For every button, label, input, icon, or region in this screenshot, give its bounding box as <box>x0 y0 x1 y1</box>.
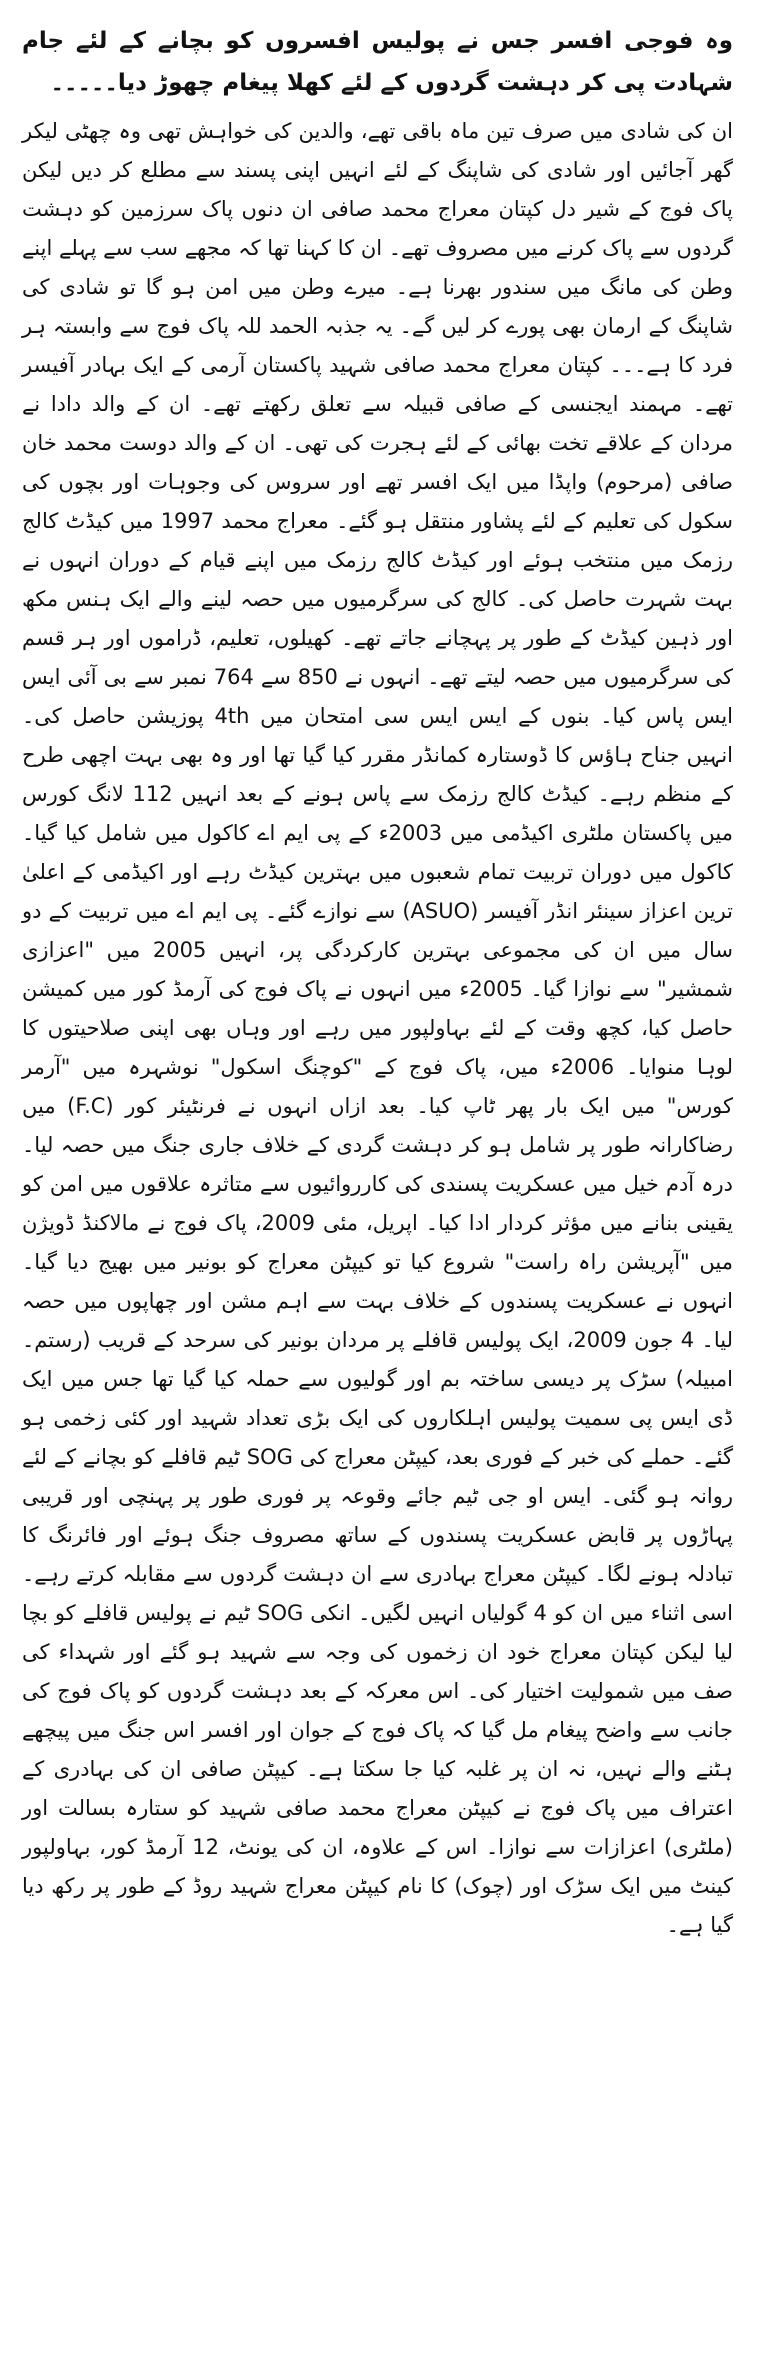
article-headline: وہ فوجی افسر جس نے پولیس افسروں کو بچانے کے لئے جام شہادت پی کر دہشت گردوں کے لئے کھلا پیغام چھوڑ دیا۔۔۔۔۔ <box>22 28 733 96</box>
article-body-text: ان کی شادی میں صرف تین ماہ باقی تھے، والدین کی خواہش تھی وہ چھٹی لیکر گھر آجائیں اور شادی کی شاپنگ کے لئے انہیں اپنی پسند سے مطلع کر دیں لیکن پاک فوج کے شیر دل کپتان معراج محمد صافی ان دنوں پاک سرزمین کو دہشت گردوں سے پاک کرنے میں مصروف تھے۔ ان کا کہنا تھا کہ مجھے سب سے پہلے اپنے وطن کی مانگ میں سندور بھرنا ہے۔ میرے وطن میں امن ہو گا تو شادی کی شاپنگ کے ارمان بھی پورے کر لیں گے۔ یہ جذبہ الحمد للہ پاک فوج سے وابستہ ہر فرد کا ہے۔۔۔ کپتان معراج محمد صافی شہید پاکستان آرمی کے ایک بہادر آفیسر تھے۔ مہمند ایجنسی کے صافی قبیلہ سے تعلق رکھتے تھے۔ ان کے والد دادا نے مردان کے علاقے تخت بھائی کے لئے ہجرت کی تھی۔ ان کے والد دوست محمد خان صافی (مرحوم) واپڈا میں ایک افسر تھے اور سروس کی وجوہات اور بچوں کی سکول کی تعلیم کے لئے پشاور منتقل ہو گئے۔ معراج محمد 1997 میں کیڈٹ کالج رزمک میں منتخب ہوئے اور کیڈٹ کالج رزمک میں اپنے قیام کے دوران انہوں نے بہت شہرت حاصل کی۔ کالج کی سرگرمیوں میں حصہ لینے والے ایک ہنس مکھ اور ذہین کیڈٹ کے طور پر پہچانے جاتے تھے۔ کھیلوں، تعلیم، ڈراموں اور ہر قسم کی سرگرمیوں میں حصہ لیتے تھے۔ انہوں نے 850 سے 764 نمبر سے بی آئی ایس ایس پاس کیا۔ بنوں کے ایس ایس سی امتحان میں 4th پوزیشن حاصل کی۔ انہیں جناح ہاؤس کا ڈوستارہ کمانڈر مقرر کیا گیا تھا اور وہ بھی بہت اچھی طرح کے منظم رہے۔ کیڈٹ کالج رزمک سے پاس ہونے کے بعد انہیں 112 لانگ کورس میں پاکستان ملٹری اکیڈمی میں 2003ء کے پی ایم اے کاکول میں شامل کیا گیا۔ کاکول میں دوران تربیت تمام شعبوں میں بہترین کیڈٹ رہے اور اکیڈمی کے اعلیٰ ترین اعزاز سینئر انڈر آفیسر (ASUO) سے نوازے گئے۔ پی ایم اے میں تربیت کے دو سال میں ان کی مجموعی بہترین کارکردگی پر، انہیں 2005 میں "اعزازی شمشیر" سے نوازا گیا۔ 2005ء میں انہوں نے پاک فوج کی آرمڈ کور میں کمیشن حاصل کیا، کچھ وقت کے لئے بہاولپور میں رہے اور وہاں بھی اپنی صلاحیتوں کا لوہا منوایا۔ 2006ء میں، پاک فوج کے "کوچنگ اسکول" نوشہرہ میں "آرمر کورس" میں ایک بار پھر ٹاپ کیا۔ بعد ازاں انہوں نے فرنٹیئر کور (F.C) میں رضاکارانہ طور پر شامل ہو کر دہشت گردی کے خلاف جاری جنگ میں حصہ لیا۔ درہ آدم خیل میں عسکریت پسندی کی کارروائیوں سے متاثرہ علاقوں میں امن کو یقینی بنانے میں مؤثر کردار ادا کیا۔ اپریل، مئی 2009، پاک فوج نے مالاکنڈ ڈویژن میں "آپریشن راہ راست" شروع کیا تو کیپٹن معراج کو بونیر میں بھیج دیا گیا۔ انہوں نے عسکریت پسندوں کے خلاف بہت سے اہم مشن اور چھاپوں میں حصہ لیا۔ 4 جون 2009، ایک پولیس قافلے پر مردان بونیر کی سرحد کے قریب (رستم۔ امبیلہ) سڑک پر دیسی ساختہ بم اور گولیوں سے حملہ کیا گیا تھا جس میں ایک ڈی ایس پی سمیت پولیس اہلکاروں کی ایک بڑی تعداد شہید اور کئی زخمی ہو گئے۔ حملے کی خبر کے فوری بعد، کیپٹن معراج کی SOG ٹیم قافلے کو بچانے کے لئے روانہ ہو گئی۔ ایس او جی ٹیم جائے وقوعہ پر فوری طور پر پہنچی اور قریبی پہاڑوں پر قابض عسکریت پسندوں کے ساتھ مصروف جنگ ہوئے اور فائرنگ کا تبادلہ ہونے لگا۔ کیپٹن معراج بہادری سے ان دہشت گردوں سے مقابلہ کرتے رہے۔ اسی اثناء میں ان کو 4 گولیاں انہیں لگیں۔ انکی SOG ٹیم نے پولیس قافلے کو بچا لیا لیکن کپتان معراج خود ان زخموں کی وجہ سے شہید ہو گئے اور شہداء کی صف میں شمولیت اختیار کی۔ اس معرکہ کے بعد دہشت گردوں کو پاک فوج کی جانب سے واضح پیغام مل گیا کہ پاک فوج کے جوان اور افسر اس جنگ میں پیچھے ہٹنے والے نہیں، نہ ان پر غلبہ کیا جا سکتا ہے۔ کیپٹن صافی ان کی بہادری کے اعتراف میں پاک فوج نے کیپٹن معراج محمد صافی شہید کو ستارہ بسالت اور (ملٹری) اعزازات سے نوازا۔ اس کے علاوہ، ان کی یونٹ، 12 آرمڈ کور، بہاولپور کینٹ میں ایک سڑک اور (چوک) کا نام کیپٹن معراج شہید روڈ کے طور پر رکھ دیا گیا ہے۔ <box>22 119 734 1937</box>
